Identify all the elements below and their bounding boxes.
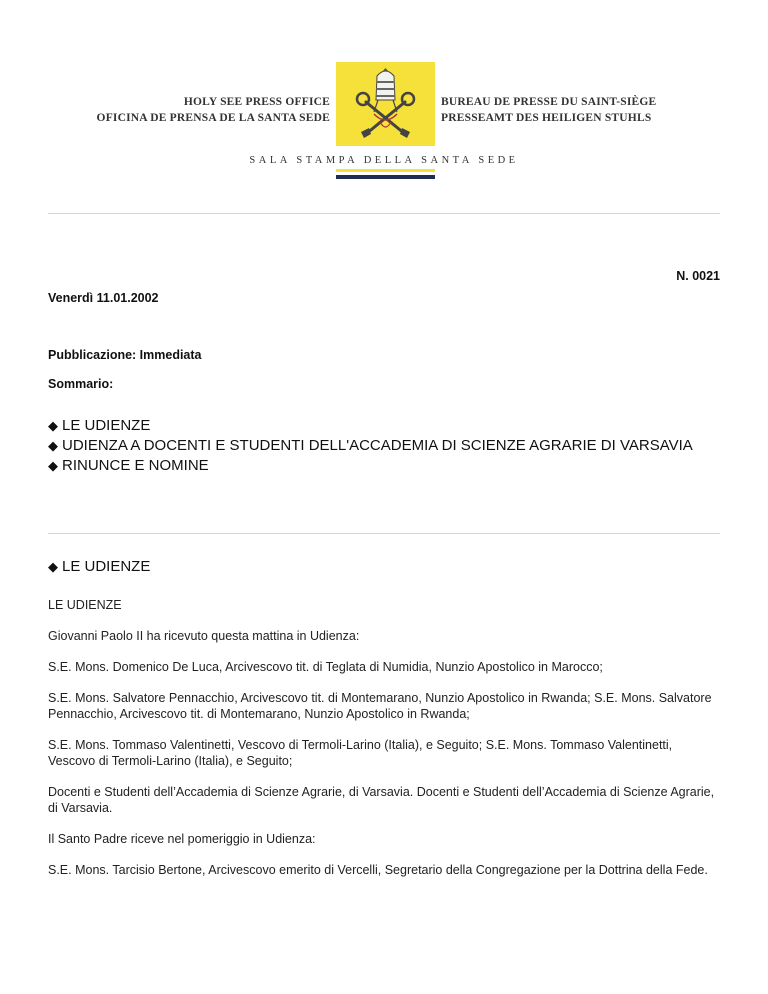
body-paragraph: Il Santo Padre riceve nel pomeriggio in Udienza:: [48, 832, 316, 846]
body-paragraph: S.E. Mons. Salvatore Pennacchio, Arcivescovo tit. di Montemarano, Nunzio Apostolico in Rwanda; S.E. Mons. Salvatore Pennacchio, Arcivescovo tit. di Montemarano, Nunzio Apostolico in Rwanda;: [48, 691, 712, 721]
body-paragraph: Docenti e Studenti dell’Accademia di Scienze Agrarie, di Varsavia. Docenti e Studenti dell’Accademia di Scienze Agrarie, di Varsavia.: [48, 785, 715, 815]
section-heading-text: LE UDIENZE: [62, 558, 151, 575]
publication-status: Pubblicazione: Immediata: [48, 348, 202, 362]
sala-stampa-title: SALA STAMPA DELLA SANTA SEDE: [249, 155, 519, 166]
flag-stripe: [336, 169, 435, 179]
diamond-bullet-icon: ◆: [48, 458, 58, 473]
press-office-masthead: [0, 62, 768, 182]
summary-item-label[interactable]: RINUNCE E NOMINE: [62, 457, 209, 474]
masthead-right-text: [441, 94, 656, 126]
diamond-bullet-icon: ◆: [48, 438, 58, 453]
body-paragraph: S.E. Mons. Tarcisio Bertone, Arcivescovo emerito di Vercelli, Segretario della Congregazione per la Dottrina della Fede.: [48, 863, 708, 877]
bulletin-date: Venerdì 11.01.2002: [48, 291, 159, 305]
body-paragraph: Giovanni Paolo II ha ricevuto questa mattina in Udienza:: [48, 629, 360, 643]
summary-item-label[interactable]: UDIENZA A DOCENTI E STUDENTI DELL'ACCADEMIA DI SCIENZE AGRARIE DI VARSAVIA: [62, 437, 693, 454]
diamond-bullet-icon: ◆: [48, 418, 58, 433]
bulletin-number: N. 0021: [676, 269, 720, 283]
body-paragraph: LE UDIENZE: [48, 598, 122, 612]
body-paragraph: S.E. Mons. Domenico De Luca, Arcivescovo tit. di Teglata di Numidia, Nunzio Apostolico in Marocco;: [48, 660, 603, 674]
summary-item-label[interactable]: LE UDIENZE: [62, 417, 151, 434]
summary-label: Sommario:: [48, 377, 114, 391]
summary-item-rinunce[interactable]: [48, 456, 720, 476]
masthead-right-line1: BUREAU DE PRESSE DU SAINT-SIÈGE: [441, 96, 657, 108]
papal-coat-of-arms-icon: [336, 62, 435, 146]
body-paragraph: S.E. Mons. Tommaso Valentinetti, Vescovo di Termoli-Larino (Italia), e Seguito; S.E. Mons. Tommaso Valentinetti, Vescovo di Termoli-Larino (Italia), e Seguito;: [48, 738, 673, 768]
masthead-left-line1: HOLY SEE PRESS OFFICE: [183, 96, 330, 108]
section-heading: [48, 558, 150, 575]
masthead-left-text: [97, 94, 330, 126]
masthead-right-line2: PRESSEAMT DES HEILIGEN STUHLS: [441, 112, 652, 124]
summary-item-udienze[interactable]: [48, 416, 720, 436]
masthead-left-line2: OFICINA DE PRENSA DE LA SANTA SEDE: [96, 112, 330, 124]
section-body: [48, 597, 720, 893]
summary-divider: [48, 533, 720, 534]
header-divider: [48, 213, 720, 214]
diamond-bullet-icon: ◆: [48, 559, 58, 574]
summary-list: [48, 416, 720, 476]
summary-item-accademia[interactable]: [48, 436, 720, 456]
